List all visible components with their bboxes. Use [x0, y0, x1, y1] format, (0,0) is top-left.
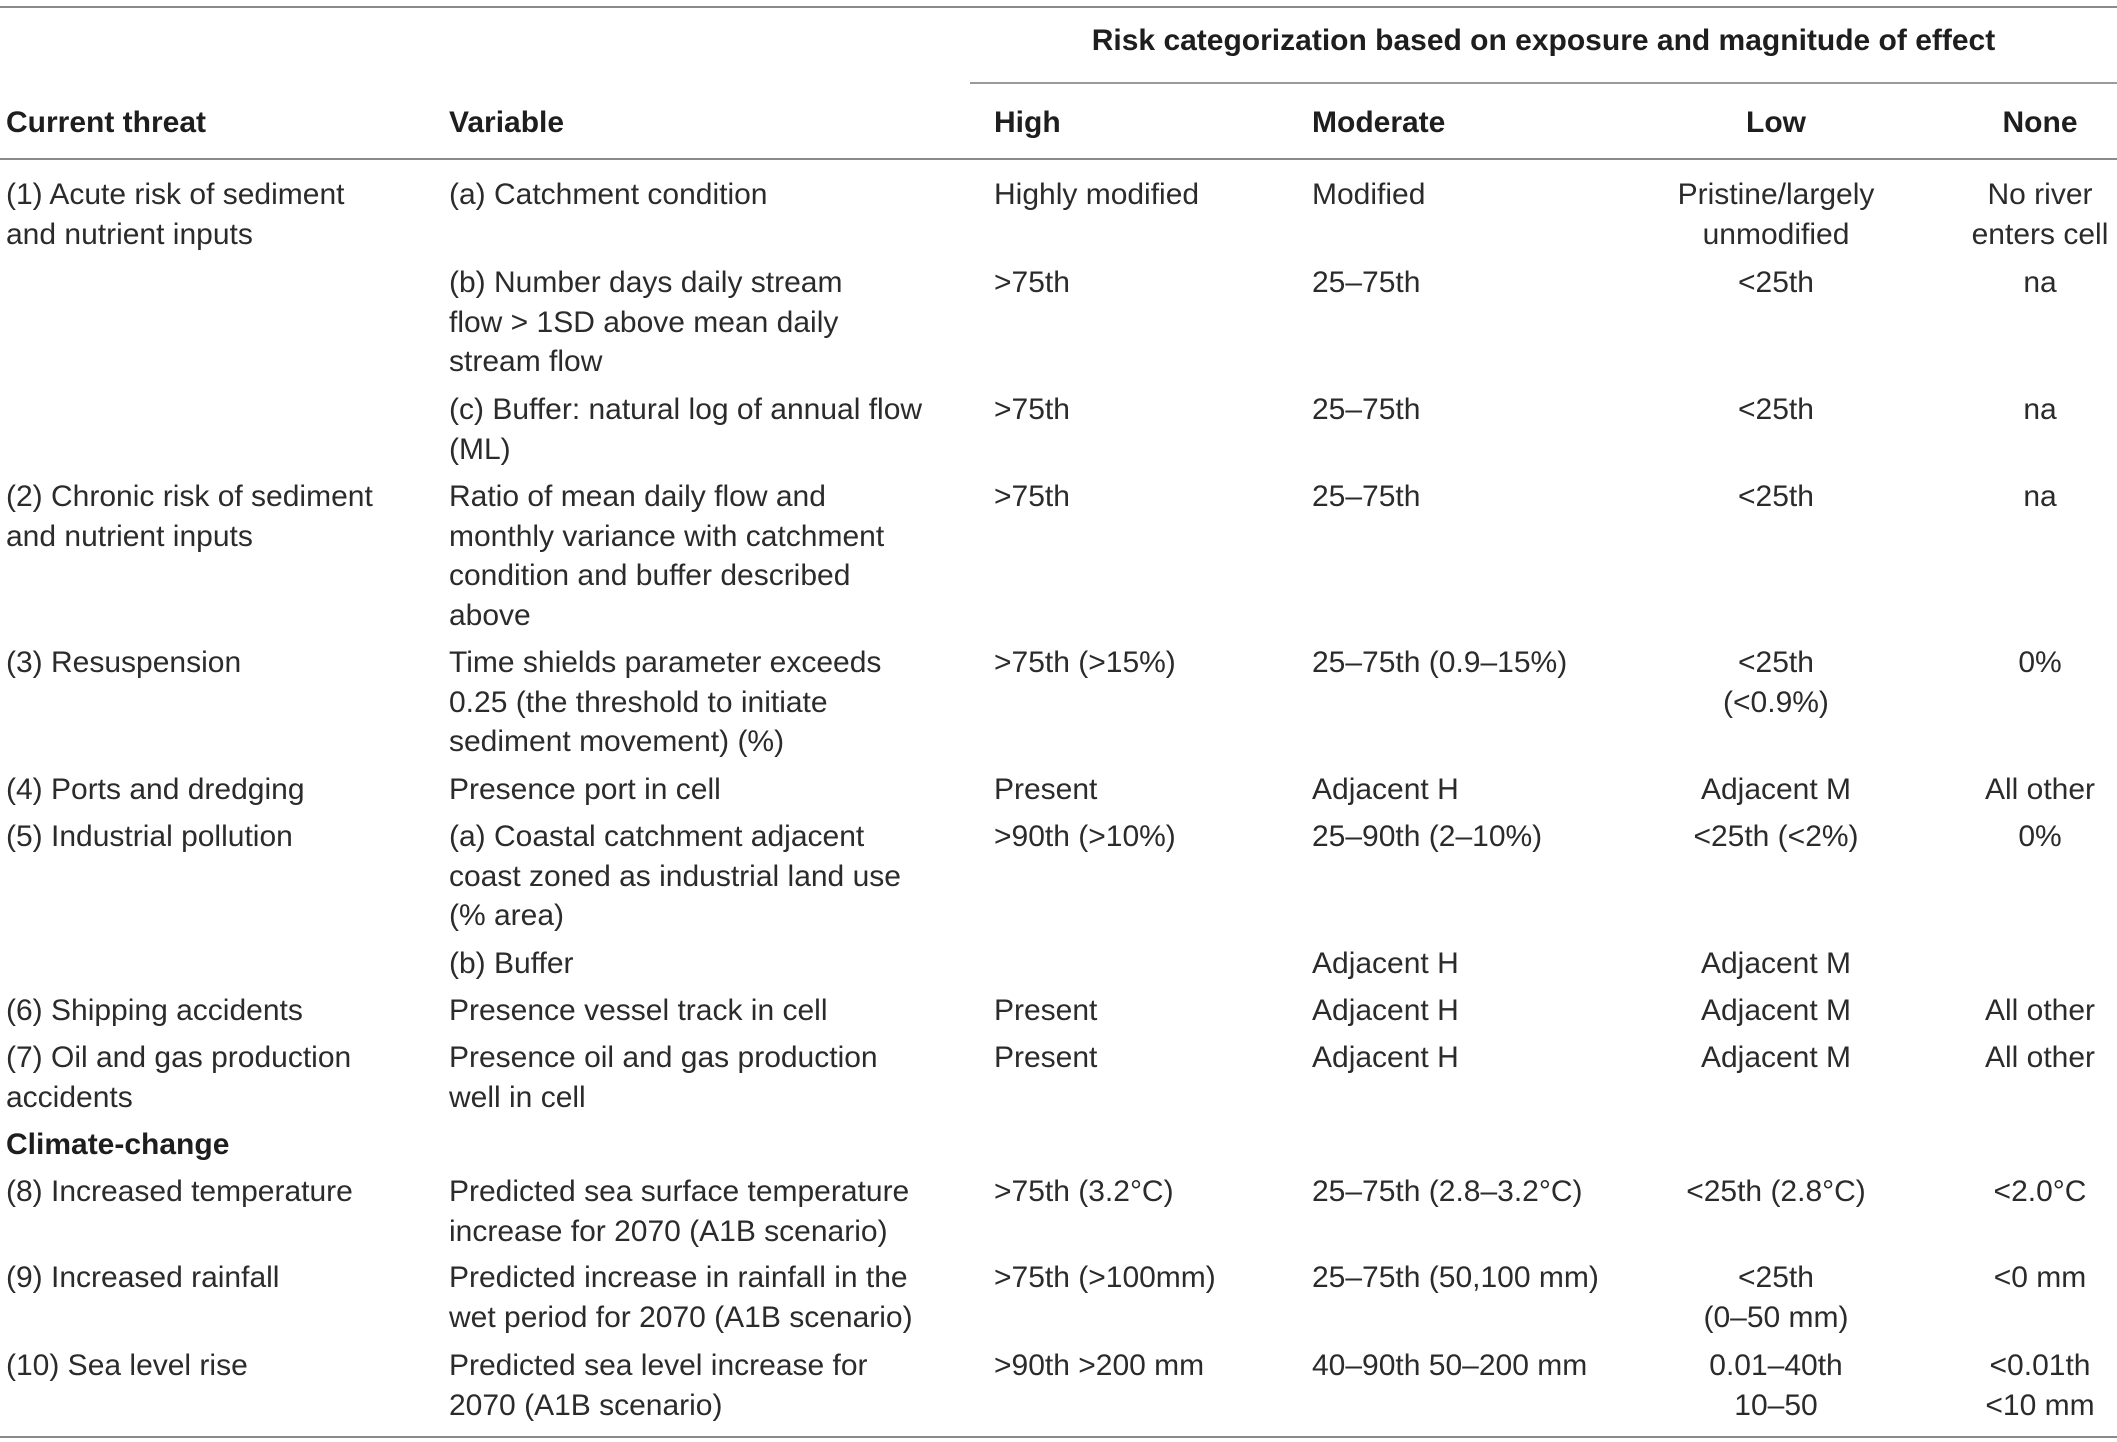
table-top-rule [0, 6, 2117, 8]
cell-r1-low: Pristine/largely [1677, 178, 1875, 211]
cell-r2-variable: condition and buffer described [449, 559, 851, 592]
cell-r10-threat: (10) Sea level rise [6, 1349, 248, 1382]
cell-r1-low: unmodified [1702, 217, 1850, 251]
cell-r10-moderate: 40–90th 50–200 mm [1312, 1349, 1588, 1382]
column-header-moderate: Moderate [1312, 106, 1446, 139]
cell-r3-threat: (3) Resuspension [6, 646, 242, 679]
cell-r1c-variable: (ML) [449, 432, 511, 466]
cell-r8-variable: increase for 2070 (A1B scenario) [449, 1214, 888, 1248]
cell-r2-low: <25th [1738, 480, 1814, 513]
cell-r10-low: 10–50 [1734, 1388, 1818, 1422]
cell-r3-moderate: 25–75th (0.9–15%) [1312, 646, 1568, 679]
cell-r9-moderate: 25–75th (50,100 mm) [1312, 1261, 1599, 1294]
cell-r7-none: All other [1984, 1041, 2096, 1074]
cell-r1-threat: and nutrient inputs [6, 217, 253, 251]
cell-r4-moderate: Adjacent H [1312, 773, 1459, 806]
cell-r5-high: >90th (>10%) [994, 820, 1176, 853]
cell-r1c-none: na [2023, 393, 2057, 426]
cell-r1b-high: >75th [994, 266, 1070, 299]
cell-r9-variable: wet period for 2070 (A1B scenario) [449, 1300, 913, 1334]
cell-r8-moderate: 25–75th (2.8–3.2°C) [1312, 1175, 1583, 1208]
column-header-variable: Variable [449, 106, 565, 139]
cell-r7-low: Adjacent M [1700, 1041, 1852, 1074]
cell-r5-variable: coast zoned as industrial land use [449, 859, 901, 893]
cell-r1-high: Highly modified [994, 178, 1200, 211]
cell-r1c-variable: (c) Buffer: natural log of annual flow [449, 393, 923, 426]
cell-r2-variable: above [449, 598, 531, 632]
cell-r7-high: Present [994, 1041, 1098, 1074]
cell-r10-none: <10 mm [1985, 1388, 2095, 1422]
cell-r1-none: enters cell [1971, 217, 2109, 251]
cell-r1-threat: (1) Acute risk of sediment [6, 178, 345, 211]
cell-r9-threat: (9) Increased rainfall [6, 1261, 280, 1294]
cell-r5-low: <25th (<2%) [1693, 820, 1859, 853]
cell-r9-high: >75th (>100mm) [994, 1261, 1216, 1294]
header-bottom-rule [0, 158, 2117, 160]
cell-r5b-low: Adjacent M [1700, 947, 1852, 980]
cell-r7-variable: Presence oil and gas production [449, 1041, 878, 1074]
cell-r2-variable: monthly variance with catchment [449, 519, 885, 553]
column-header-threat: Current threat [6, 106, 207, 139]
cell-r3-variable: Time shields parameter exceeds [449, 646, 882, 679]
cell-r6-none: All other [1984, 994, 2096, 1027]
cell-r1b-variable: stream flow [449, 345, 603, 378]
cell-r9-low: <25th [1738, 1261, 1814, 1294]
cell-r5b-moderate: Adjacent H [1312, 947, 1459, 980]
group-header-title: Risk categorization based on exposure and magnitude of effect [1091, 24, 1996, 57]
cell-r6-low: Adjacent M [1700, 994, 1852, 1027]
cell-r1b-variable: flow > 1SD above mean daily [449, 305, 839, 339]
cell-r6-variable: Presence vessel track in cell [449, 994, 828, 1027]
cell-r10-none: <0.01th [1989, 1349, 2091, 1382]
cell-r7-variable: well in cell [449, 1080, 586, 1114]
cell-r5-threat: (5) Industrial pollution [6, 820, 293, 853]
cell-r1c-high: >75th [994, 393, 1070, 426]
cell-r5-moderate: 25–90th (2–10%) [1312, 820, 1543, 853]
cell-r10-low: 0.01–40th [1709, 1349, 1843, 1382]
cell-r1b-none: na [2023, 266, 2057, 299]
cell-r5-none: 0% [2018, 820, 2062, 853]
cell-r1-moderate: Modified [1312, 178, 1426, 211]
cell-r1b-variable: (b) Number days daily stream [449, 266, 843, 299]
cell-r2-variable: Ratio of mean daily flow and [449, 480, 826, 513]
cell-r10-variable: 2070 (A1B scenario) [449, 1388, 723, 1422]
column-header-none: None [2002, 106, 2078, 139]
table-bottom-rule [0, 1436, 2117, 1438]
cell-r3-none: 0% [2018, 646, 2062, 679]
cell-r1b-moderate: 25–75th [1312, 266, 1421, 299]
cell-r8-variable: Predicted sea surface temperature [449, 1175, 910, 1208]
group-header-rule [970, 82, 2117, 84]
cell-r8-threat: (8) Increased temperature [6, 1175, 353, 1208]
column-header-high: High [994, 106, 1061, 139]
cell-r1-none: No river [1987, 178, 2093, 211]
cell-r4-threat: (4) Ports and dredging [6, 773, 305, 806]
section-heading-climate-change: Climate-change [6, 1128, 230, 1161]
cell-r3-low: (<0.9%) [1723, 685, 1829, 719]
cell-r4-high: Present [994, 773, 1098, 806]
cell-r3-high: >75th (>15%) [994, 646, 1176, 679]
cell-r3-low: <25th [1738, 646, 1814, 679]
cell-r2-high: >75th [994, 480, 1070, 513]
cell-r10-variable: Predicted sea level increase for [449, 1349, 868, 1382]
cell-r9-none: <0 mm [1993, 1261, 2087, 1294]
cell-r1c-low: <25th [1738, 393, 1814, 426]
cell-r4-none: All other [1984, 773, 2096, 806]
cell-r1-variable: (a) Catchment condition [449, 178, 768, 211]
cell-r6-high: Present [994, 994, 1098, 1027]
cell-r7-threat: (7) Oil and gas production [6, 1041, 352, 1074]
cell-r6-threat: (6) Shipping accidents [6, 994, 303, 1027]
cell-r10-high: >90th >200 mm [994, 1349, 1205, 1382]
cell-r2-moderate: 25–75th [1312, 480, 1421, 513]
cell-r5-variable: (a) Coastal catchment adjacent [449, 820, 865, 853]
cell-r3-variable: 0.25 (the threshold to initiate [449, 685, 828, 719]
cell-r9-low: (0–50 mm) [1703, 1300, 1849, 1334]
cell-r2-threat: and nutrient inputs [6, 519, 253, 553]
cell-r4-low: Adjacent M [1700, 773, 1852, 806]
cell-r7-threat: accidents [6, 1080, 133, 1114]
cell-r7-moderate: Adjacent H [1312, 1041, 1459, 1074]
cell-r5b-variable: (b) Buffer [449, 947, 574, 980]
cell-r1b-low: <25th [1738, 266, 1814, 299]
cell-r9-variable: Predicted increase in rainfall in the [449, 1261, 908, 1294]
column-header-low: Low [1746, 106, 1806, 139]
cell-r1c-moderate: 25–75th [1312, 393, 1421, 426]
cell-r6-moderate: Adjacent H [1312, 994, 1459, 1027]
cell-r2-none: na [2023, 480, 2057, 513]
cell-r3-variable: sediment movement) (%) [449, 725, 785, 758]
cell-r8-none: <2.0°C [1993, 1175, 2087, 1208]
cell-r5-variable: (% area) [449, 899, 565, 932]
cell-r2-threat: (2) Chronic risk of sediment [6, 480, 373, 513]
cell-r8-low: <25th (2.8°C) [1686, 1175, 1866, 1208]
cell-r4-variable: Presence port in cell [449, 773, 721, 806]
cell-r8-high: >75th (3.2°C) [994, 1175, 1174, 1208]
